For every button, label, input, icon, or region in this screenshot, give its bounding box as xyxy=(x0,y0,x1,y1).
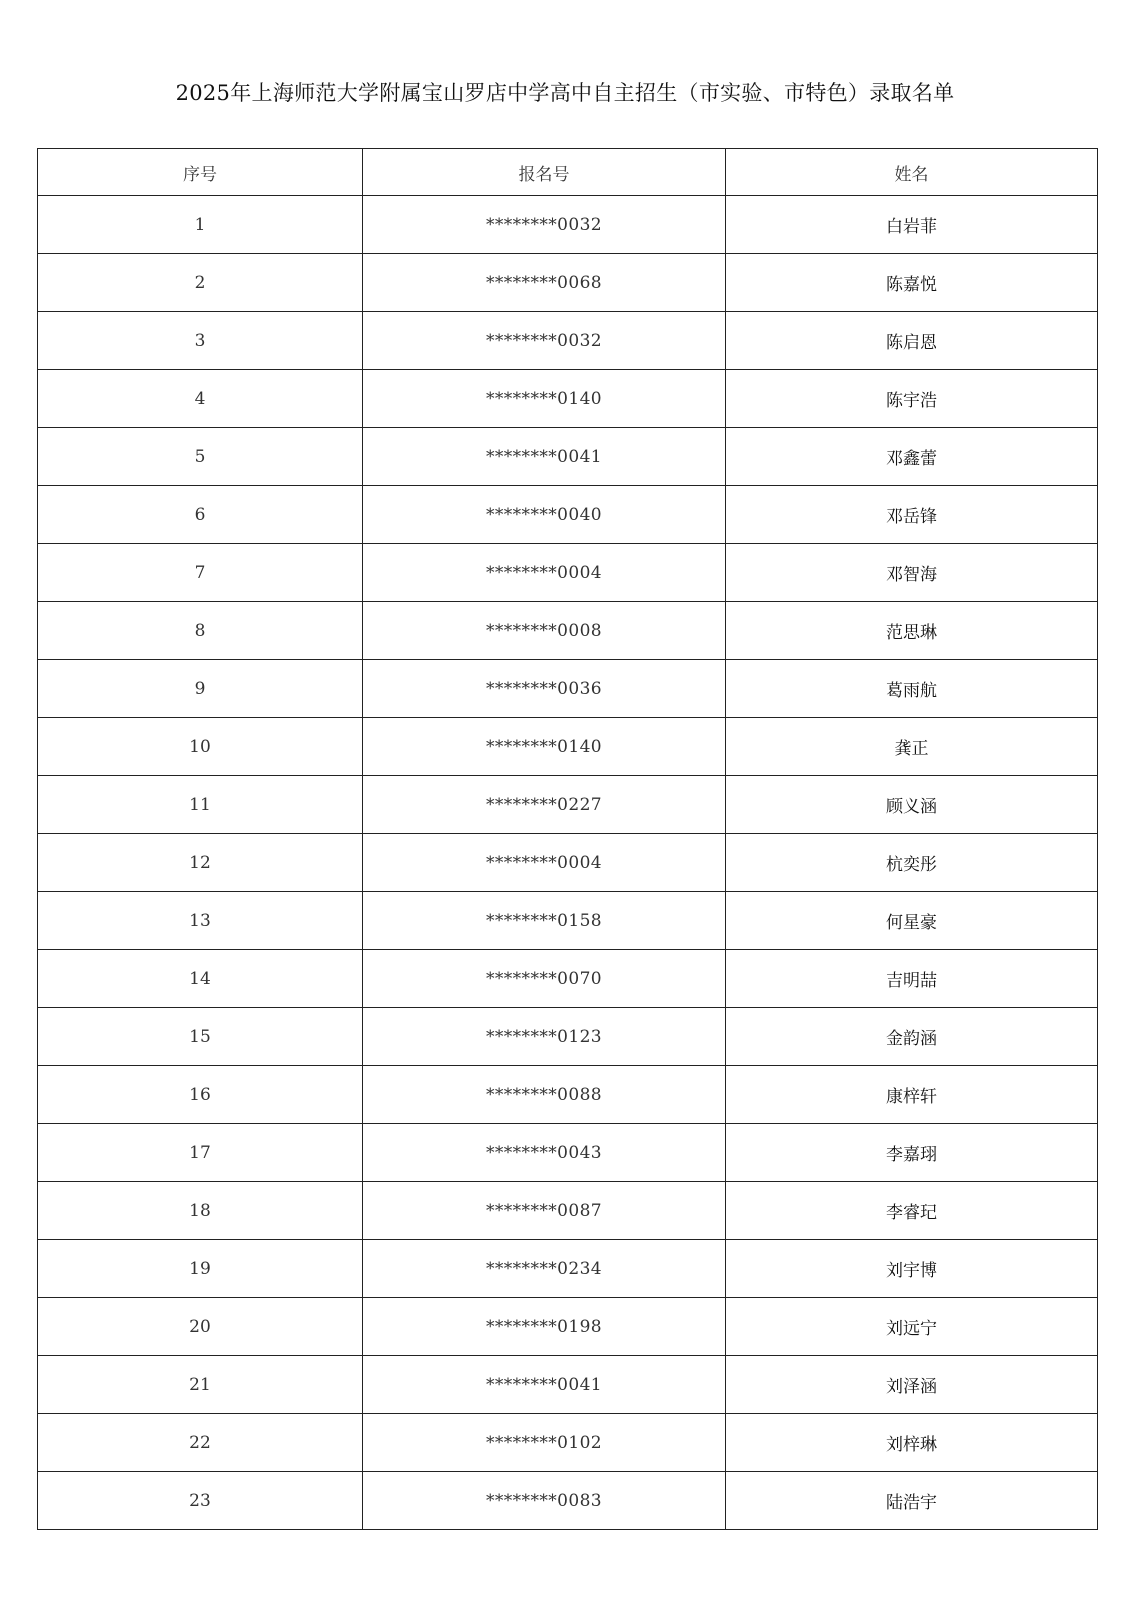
cell-reg-no: ********0227 xyxy=(363,776,726,834)
cell-reg-no: ********0004 xyxy=(363,544,726,602)
table-row xyxy=(38,254,1098,312)
cell-seq: 22 xyxy=(38,1414,363,1472)
cell-name: 李睿玘 xyxy=(726,1182,1098,1240)
cell-name: 陈启恩 xyxy=(726,312,1098,370)
cell-reg-no: ********0158 xyxy=(363,892,726,950)
cell-name: 杭奕彤 xyxy=(726,834,1098,892)
cell-reg-no: ********0087 xyxy=(363,1182,726,1240)
cell-reg-no: ********0032 xyxy=(363,312,726,370)
table-row xyxy=(38,428,1098,486)
table-body xyxy=(38,196,1098,1530)
cell-name: 葛雨航 xyxy=(726,660,1098,718)
cell-reg-no: ********0088 xyxy=(363,1066,726,1124)
cell-name: 范思琳 xyxy=(726,602,1098,660)
cell-reg-no: ********0041 xyxy=(363,428,726,486)
cell-seq: 7 xyxy=(38,544,363,602)
cell-seq: 3 xyxy=(38,312,363,370)
cell-name: 陆浩宇 xyxy=(726,1472,1098,1530)
cell-reg-no: ********0036 xyxy=(363,660,726,718)
cell-reg-no: ********0004 xyxy=(363,834,726,892)
column-header-seq: 序号 xyxy=(38,149,363,196)
table-row xyxy=(38,1414,1098,1472)
table-row xyxy=(38,196,1098,254)
table-row xyxy=(38,718,1098,776)
cell-name: 何星豪 xyxy=(726,892,1098,950)
table-row xyxy=(38,602,1098,660)
cell-name: 龚正 xyxy=(726,718,1098,776)
table-row xyxy=(38,1008,1098,1066)
cell-seq: 8 xyxy=(38,602,363,660)
table-row xyxy=(38,660,1098,718)
cell-seq: 17 xyxy=(38,1124,363,1182)
table-row xyxy=(38,1298,1098,1356)
cell-seq: 18 xyxy=(38,1182,363,1240)
cell-reg-no: ********0040 xyxy=(363,486,726,544)
cell-name: 白岩菲 xyxy=(726,196,1098,254)
admission-list-table xyxy=(37,148,1098,1530)
table-row xyxy=(38,834,1098,892)
cell-seq: 9 xyxy=(38,660,363,718)
cell-seq: 1 xyxy=(38,196,363,254)
table-row xyxy=(38,1124,1098,1182)
cell-name: 金韵涵 xyxy=(726,1008,1098,1066)
cell-seq: 15 xyxy=(38,1008,363,1066)
cell-seq: 16 xyxy=(38,1066,363,1124)
table-row xyxy=(38,312,1098,370)
table-row xyxy=(38,892,1098,950)
cell-seq: 10 xyxy=(38,718,363,776)
table-row xyxy=(38,486,1098,544)
cell-name: 邓智海 xyxy=(726,544,1098,602)
cell-name: 邓鑫蕾 xyxy=(726,428,1098,486)
cell-seq: 4 xyxy=(38,370,363,428)
cell-name: 吉明喆 xyxy=(726,950,1098,1008)
cell-reg-no: ********0198 xyxy=(363,1298,726,1356)
table-row xyxy=(38,1472,1098,1530)
cell-name: 李嘉珝 xyxy=(726,1124,1098,1182)
column-header-name: 姓名 xyxy=(726,149,1098,196)
cell-name: 康梓轩 xyxy=(726,1066,1098,1124)
table-row xyxy=(38,1066,1098,1124)
cell-name: 刘远宁 xyxy=(726,1298,1098,1356)
cell-reg-no: ********0083 xyxy=(363,1472,726,1530)
cell-reg-no: ********0041 xyxy=(363,1356,726,1414)
table-row xyxy=(38,544,1098,602)
cell-reg-no: ********0068 xyxy=(363,254,726,312)
cell-name: 刘梓琳 xyxy=(726,1414,1098,1472)
page-title: 2025年上海师范大学附属宝山罗店中学高中自主招生（市实验、市特色）录取名单 xyxy=(175,81,955,105)
cell-seq: 13 xyxy=(38,892,363,950)
table-row xyxy=(38,370,1098,428)
cell-name: 顾义涵 xyxy=(726,776,1098,834)
cell-seq: 5 xyxy=(38,428,363,486)
cell-reg-no: ********0070 xyxy=(363,950,726,1008)
cell-seq: 2 xyxy=(38,254,363,312)
cell-reg-no: ********0043 xyxy=(363,1124,726,1182)
table-row xyxy=(38,1356,1098,1414)
cell-reg-no: ********0140 xyxy=(363,718,726,776)
table-row xyxy=(38,776,1098,834)
cell-seq: 12 xyxy=(38,834,363,892)
cell-seq: 6 xyxy=(38,486,363,544)
cell-seq: 11 xyxy=(38,776,363,834)
cell-seq: 19 xyxy=(38,1240,363,1298)
cell-name: 陈宇浩 xyxy=(726,370,1098,428)
cell-name: 刘泽涵 xyxy=(726,1356,1098,1414)
table-row xyxy=(38,1182,1098,1240)
cell-reg-no: ********0123 xyxy=(363,1008,726,1066)
table-row xyxy=(38,950,1098,1008)
column-header-reg-no: 报名号 xyxy=(363,149,726,196)
cell-seq: 20 xyxy=(38,1298,363,1356)
cell-name: 邓岳锋 xyxy=(726,486,1098,544)
cell-seq: 14 xyxy=(38,950,363,1008)
cell-reg-no: ********0140 xyxy=(363,370,726,428)
cell-seq: 21 xyxy=(38,1356,363,1414)
cell-reg-no: ********0008 xyxy=(363,602,726,660)
cell-name: 陈嘉悦 xyxy=(726,254,1098,312)
cell-name: 刘宇博 xyxy=(726,1240,1098,1298)
cell-reg-no: ********0032 xyxy=(363,196,726,254)
cell-seq: 23 xyxy=(38,1472,363,1530)
table-row xyxy=(38,1240,1098,1298)
table-header-row xyxy=(38,149,1098,196)
cell-reg-no: ********0102 xyxy=(363,1414,726,1472)
cell-reg-no: ********0234 xyxy=(363,1240,726,1298)
